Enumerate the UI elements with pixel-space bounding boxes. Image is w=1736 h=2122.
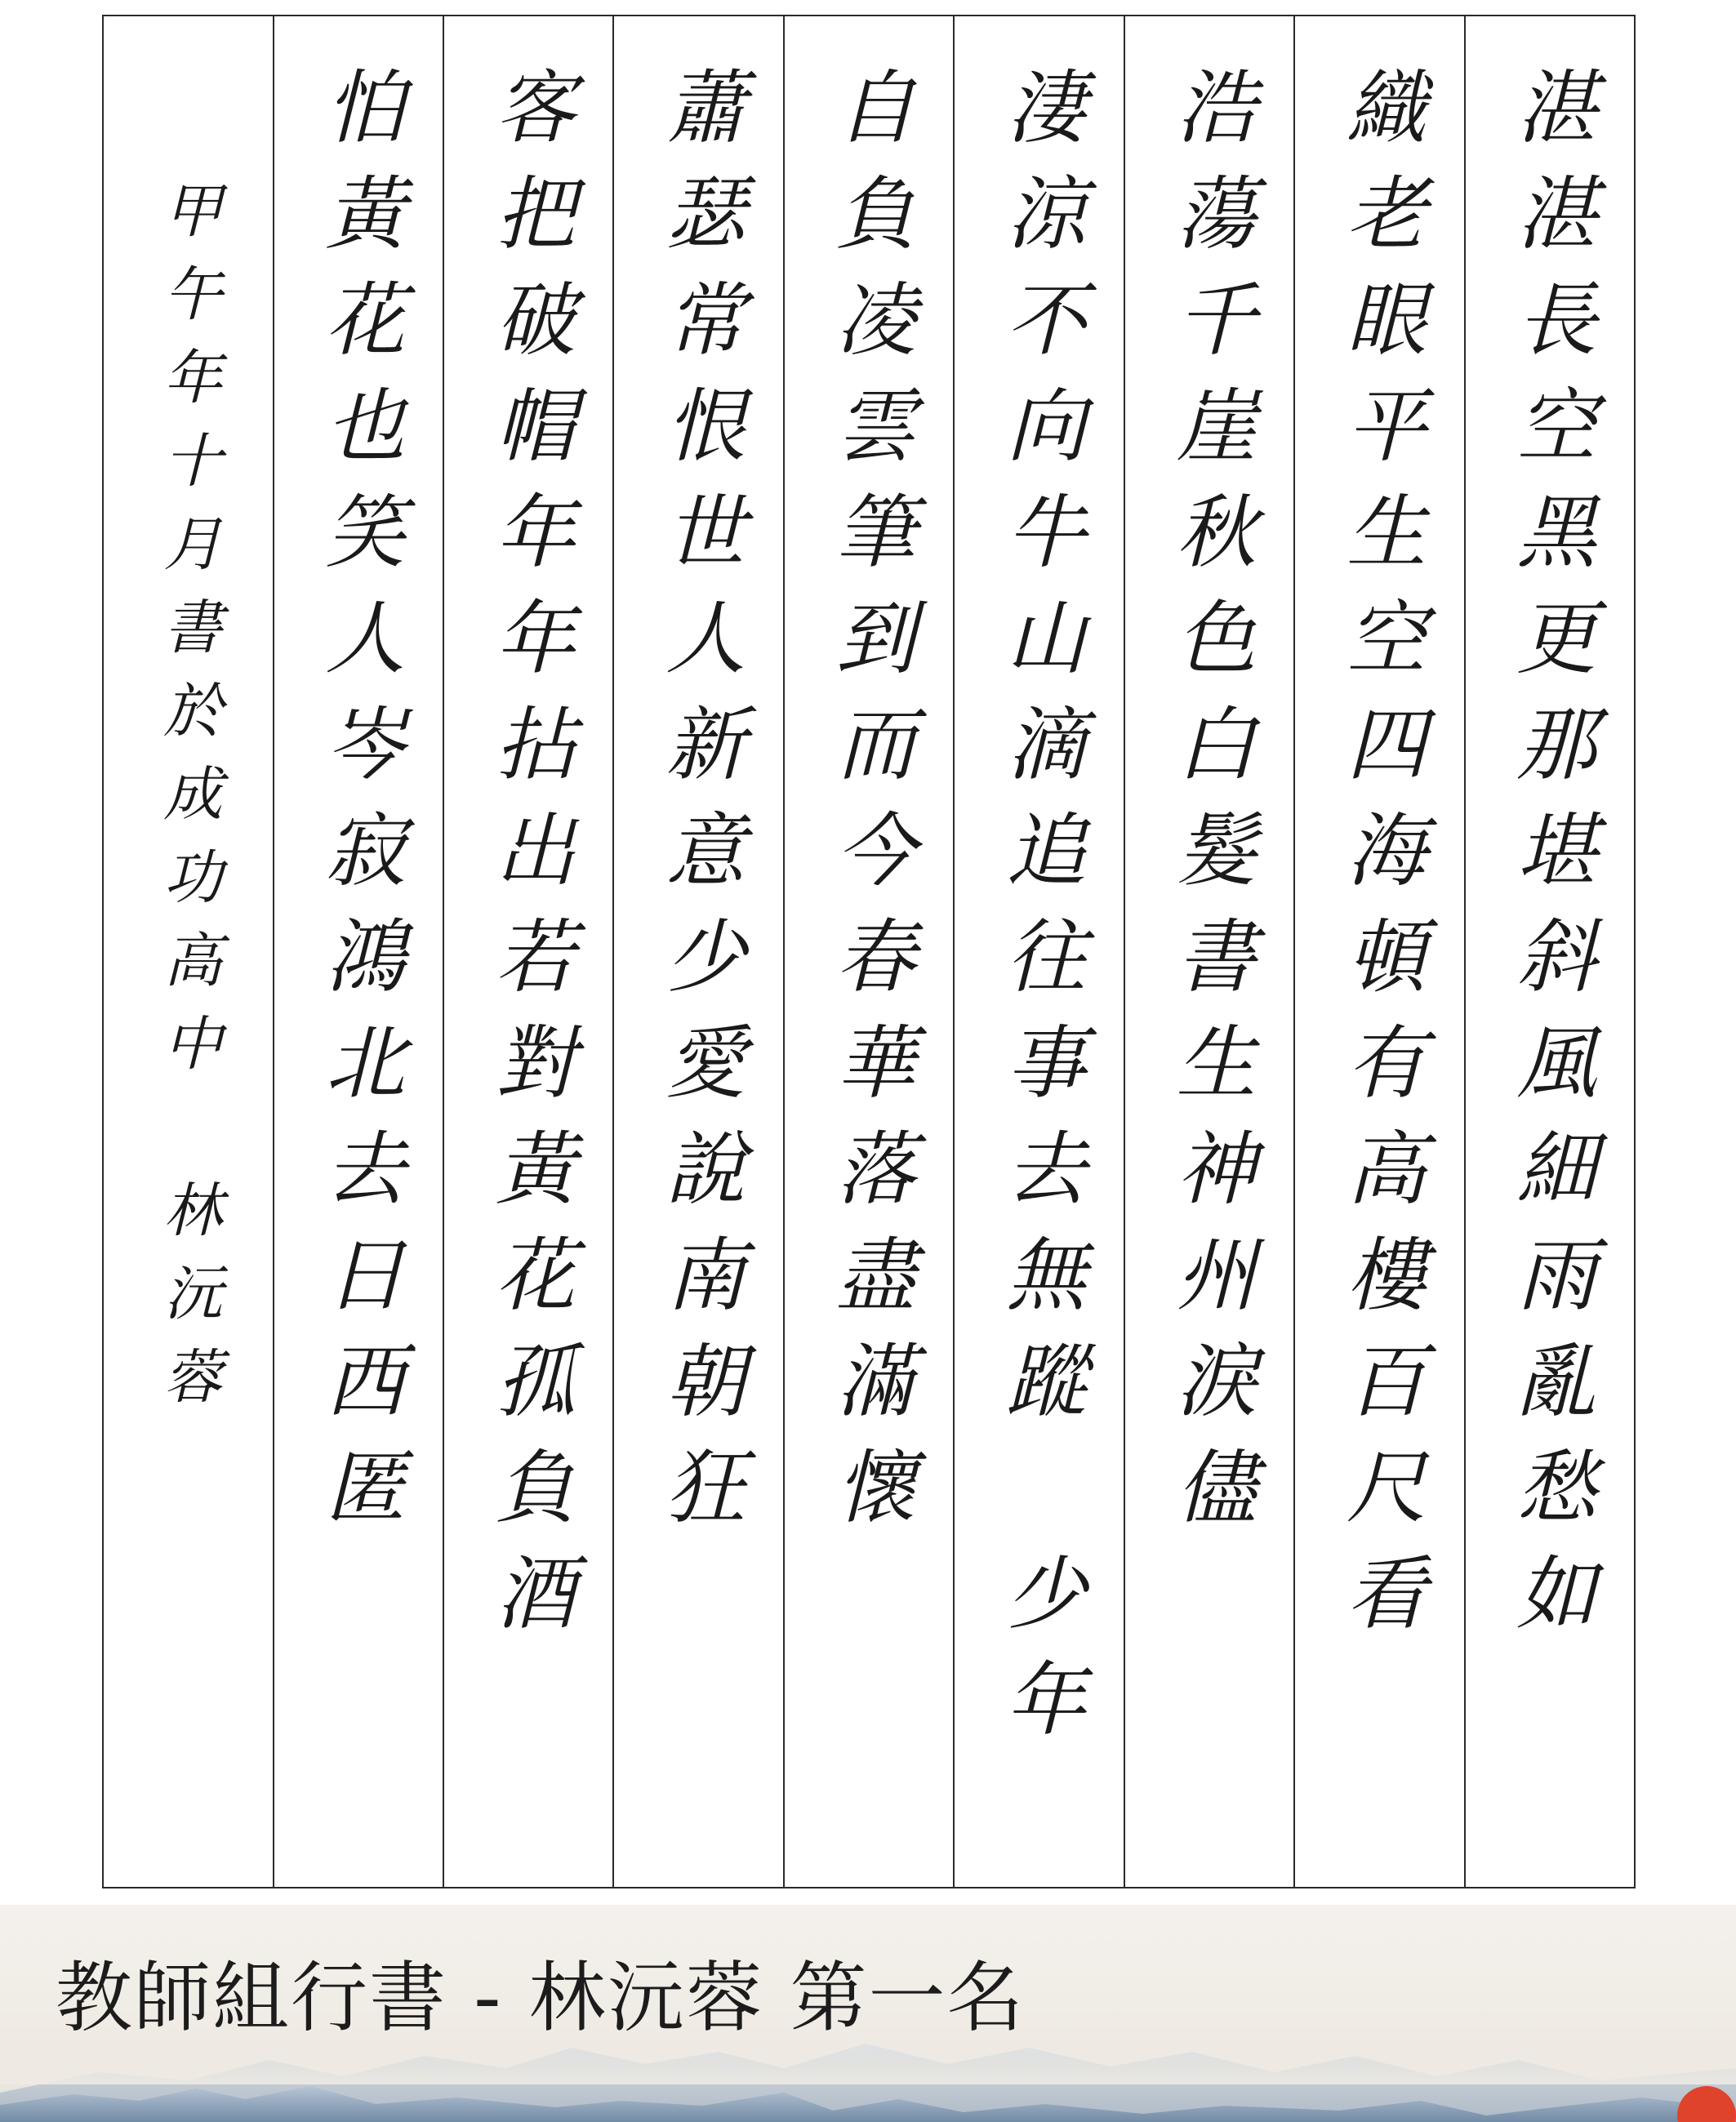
signature-column	[104, 16, 272, 1887]
poem-column-1	[1464, 16, 1634, 1887]
poem-column-7	[443, 16, 612, 1887]
poem-column-text: 怕黃花也笑人岑寂鴻北去日西匿	[311, 65, 405, 1551]
caption-title: 教師組行書 - 林沅蓉 第一名	[56, 1954, 1026, 2043]
signature-text: 甲午年十月書於成功高中 林沅蓉	[154, 180, 223, 1429]
caption-banner	[0, 1905, 1736, 2122]
poem-column-text: 蕭瑟常恨世人新意少愛說南朝狂	[652, 65, 746, 1551]
poem-column-6	[612, 16, 782, 1887]
poem-column-text: 湛湛長空黑更那堪斜風細雨亂愁如	[1502, 65, 1596, 1657]
poem-column-2	[1293, 16, 1463, 1887]
calligraphy-sheet	[102, 15, 1636, 1888]
poem-column-text: 浩蕩千崖秋色白髮書生神州淚儘	[1162, 65, 1256, 1551]
poem-column-text: 客把破帽年年拈出若對黃花孤負酒	[482, 65, 576, 1657]
poem-column-8	[273, 16, 443, 1887]
poem-column-text: 自負凌雲筆到而今春華落盡滿懷	[822, 65, 916, 1551]
poem-column-text: 淒涼不向牛山滴追往事去無蹤 少年	[992, 65, 1086, 1764]
poem-column-5	[783, 16, 953, 1887]
poem-column-text: 織老眼平生空四海頓有高樓百尺看	[1333, 65, 1427, 1657]
poem-column-4	[953, 16, 1123, 1887]
poem-column-3	[1124, 16, 1293, 1887]
